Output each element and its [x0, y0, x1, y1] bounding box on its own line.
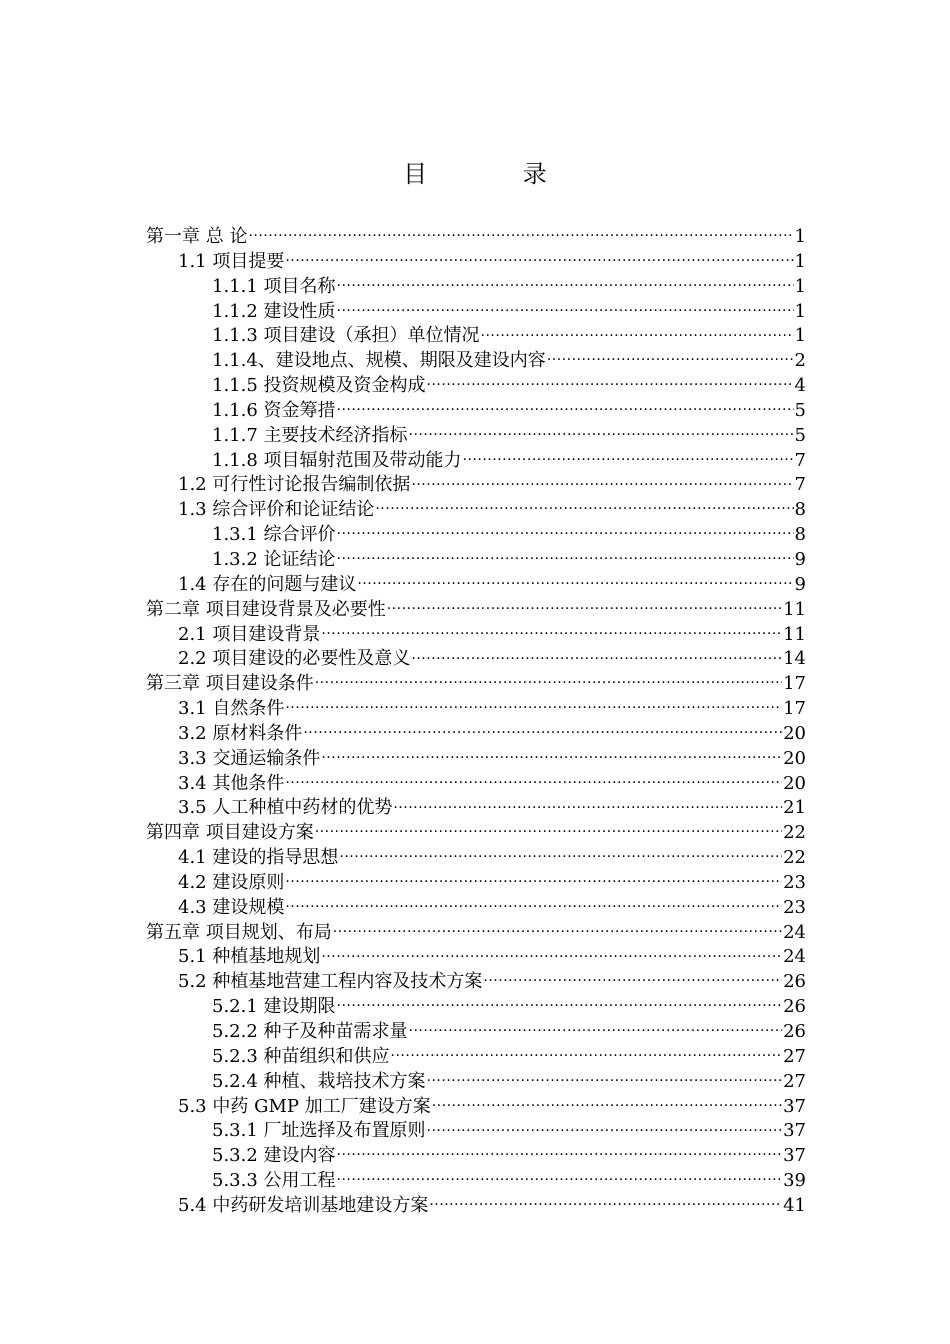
toc-entry[interactable] [146, 746, 806, 771]
toc-page-number: 9 [794, 573, 806, 595]
toc-entry[interactable] [146, 274, 806, 299]
toc-entry-text: 第二章 项目建设背景及必要性 [146, 598, 386, 620]
toc-entry-text: 1.4 存在的问题与建议 [178, 573, 357, 595]
toc-entry-text: 5.2.3 种苗组织和供应 [212, 1045, 390, 1067]
toc-page-number: 24 [783, 946, 806, 968]
toc-entry-text: 3.3 交通运输条件 [178, 747, 321, 769]
toc-entry-text: 1.1.5 投资规模及资金构成 [212, 375, 426, 397]
toc-entry-text: 4.3 建设规模 [178, 896, 285, 918]
dot-leader [387, 597, 782, 615]
dot-leader [391, 1044, 783, 1062]
dot-leader [337, 1143, 783, 1161]
toc-entry-text: 1.3.2 论证结论 [212, 548, 336, 570]
toc-entry[interactable] [146, 1193, 806, 1218]
dot-leader [337, 547, 794, 565]
toc-entry[interactable] [146, 522, 806, 547]
toc-page-number: 1 [794, 250, 806, 272]
toc-page-number: 7 [794, 474, 806, 496]
toc-entry-text: 1.1.1 项目名称 [212, 275, 336, 297]
toc-page-number: 14 [783, 648, 806, 670]
toc-page-number: 1 [794, 325, 806, 347]
toc-entry[interactable] [146, 1118, 806, 1143]
toc-page-number: 20 [783, 722, 806, 744]
dot-leader [285, 895, 782, 913]
toc-title: 目 录 [403, 160, 591, 188]
toc-entry[interactable] [146, 1069, 806, 1094]
toc-entry-text: 5.1 种植基地规划 [178, 946, 321, 968]
dot-leader [357, 572, 793, 590]
toc-entry-text: 第一章 总 论 [146, 226, 248, 247]
dot-leader [315, 820, 782, 838]
toc-entry[interactable] [146, 572, 806, 597]
dot-leader [315, 671, 782, 689]
table-of-contents [146, 224, 806, 1218]
toc-entry[interactable] [146, 646, 806, 671]
toc-entry-text: 1.1.8 项目辐射范围及带动能力 [212, 449, 462, 471]
toc-entry[interactable] [146, 795, 806, 820]
toc-entry[interactable] [146, 969, 806, 994]
toc-page-number: 24 [783, 921, 806, 943]
toc-entry-text: 3.2 原材料条件 [178, 722, 303, 744]
toc-entry-text: 1.3 综合评价和论证结论 [178, 499, 375, 521]
toc-entry[interactable] [146, 547, 806, 572]
toc-entry[interactable] [146, 423, 806, 448]
toc-entry[interactable] [146, 249, 806, 274]
toc-entry[interactable] [146, 373, 806, 398]
dot-leader [337, 398, 794, 416]
toc-page-number: 22 [783, 847, 806, 869]
toc-entry-text: 2.1 项目建设背景 [178, 623, 321, 645]
toc-entry[interactable] [146, 299, 806, 324]
toc-page-number: 17 [783, 673, 806, 695]
toc-page-number: 2 [794, 350, 806, 372]
toc-entry[interactable] [146, 597, 806, 622]
toc-entry[interactable] [146, 1143, 806, 1168]
dot-leader [409, 1019, 783, 1037]
toc-page-number: 1 [794, 226, 806, 247]
toc-page-number: 5 [794, 399, 806, 421]
toc-page-number: 37 [783, 1095, 806, 1117]
dot-leader [333, 920, 782, 938]
toc-page-number: 20 [783, 747, 806, 769]
toc-entry[interactable] [146, 721, 806, 746]
toc-page-number: 27 [783, 1045, 806, 1067]
toc-page-number: 9 [794, 548, 806, 570]
dot-leader [427, 1069, 783, 1087]
toc-entry-text: 1.1.4、建设地点、规模、期限及建设内容 [212, 350, 546, 372]
toc-page-number: 11 [783, 623, 806, 645]
toc-entry[interactable] [146, 944, 806, 969]
dot-leader [463, 448, 794, 466]
dot-leader [285, 771, 782, 789]
dot-leader [321, 746, 782, 764]
dot-leader [411, 472, 793, 490]
toc-entry-text: 第四章 项目建设方案 [146, 822, 314, 844]
toc-page-number: 20 [783, 772, 806, 794]
toc-page-number: 26 [783, 971, 806, 993]
dot-leader [427, 1118, 783, 1136]
toc-entry[interactable] [146, 870, 806, 895]
toc-page-number: 1 [794, 275, 806, 297]
toc-entry[interactable] [146, 920, 806, 945]
toc-entry[interactable] [146, 1168, 806, 1193]
toc-entry[interactable] [146, 224, 806, 249]
toc-page-number: 26 [783, 1021, 806, 1042]
toc-entry[interactable] [146, 845, 806, 870]
toc-page-number: 39 [783, 1170, 806, 1192]
toc-entry[interactable] [146, 348, 806, 373]
dot-leader [285, 870, 782, 888]
toc-entry-text: 1.1.6 资金筹措 [212, 399, 336, 421]
toc-page-number: 37 [783, 1145, 806, 1167]
dot-leader [429, 1193, 782, 1211]
dot-leader [337, 994, 783, 1012]
toc-entry-text: 5.3 中药 GMP 加工厂建设方案 [178, 1095, 431, 1117]
toc-entry-text: 1.1.7 主要技术经济指标 [212, 424, 408, 446]
toc-entry[interactable] [146, 398, 806, 423]
toc-entry[interactable] [146, 696, 806, 721]
toc-entry-text: 4.1 建设的指导思想 [178, 847, 339, 869]
toc-page-number: 8 [794, 524, 806, 546]
toc-page-number: 22 [783, 822, 806, 844]
toc-page-number: 11 [783, 598, 806, 620]
dot-leader [321, 622, 782, 640]
toc-entry[interactable] [146, 497, 806, 522]
toc-entry[interactable] [146, 448, 806, 473]
toc-entry-text: 5.2.2 种子及种苗需求量 [212, 1021, 408, 1042]
dot-leader [285, 696, 782, 714]
toc-entry[interactable] [146, 472, 806, 497]
toc-entry[interactable] [146, 820, 806, 845]
toc-entry[interactable] [146, 895, 806, 920]
toc-page-number: 4 [794, 375, 806, 397]
toc-entry[interactable] [146, 1019, 806, 1044]
toc-entry-text: 1.2 可行性讨论报告编制依据 [178, 474, 411, 496]
dot-leader [432, 1094, 782, 1112]
dot-leader [337, 274, 794, 292]
dot-leader [427, 373, 794, 391]
toc-page-number: 23 [783, 871, 806, 893]
toc-entry[interactable] [146, 1094, 806, 1119]
dot-leader [337, 522, 794, 540]
dot-leader [248, 224, 793, 242]
dot-leader [337, 1168, 783, 1186]
dot-leader [337, 299, 794, 317]
dot-leader [321, 944, 782, 962]
toc-entry-text: 5.2.4 种植、栽培技术方案 [212, 1070, 426, 1092]
dot-leader [547, 348, 794, 366]
toc-entry-text: 3.4 其他条件 [178, 772, 285, 794]
dot-leader [409, 423, 794, 441]
toc-entry-text: 2.2 项目建设的必要性及意义 [178, 648, 411, 670]
dot-leader [393, 795, 782, 813]
toc-entry[interactable] [146, 1044, 806, 1069]
toc-page-number: 17 [783, 698, 806, 720]
toc-entry-text: 5.3.3 公用工程 [212, 1170, 336, 1192]
dot-leader [411, 646, 782, 664]
toc-entry-text: 4.2 建设原则 [178, 871, 285, 893]
toc-page-number: 27 [783, 1070, 806, 1092]
toc-page-number: 26 [783, 996, 806, 1018]
toc-entry-text: 1.3.1 综合评价 [212, 524, 336, 546]
toc-page-number: 7 [794, 449, 806, 471]
toc-entry-text: 3.5 人工种植中药材的优势 [178, 797, 393, 819]
toc-entry-text: 5.2.1 建设期限 [212, 996, 336, 1018]
toc-entry[interactable] [146, 622, 806, 647]
toc-entry-text: 5.4 中药研发培训基地建设方案 [178, 1194, 429, 1216]
toc-page-number: 37 [783, 1120, 806, 1142]
toc-entry-text: 5.3.2 建设内容 [212, 1145, 336, 1167]
toc-entry-text: 3.1 自然条件 [178, 698, 285, 720]
toc-page-number: 8 [794, 499, 806, 521]
dot-leader [339, 845, 782, 863]
toc-entry[interactable] [146, 994, 806, 1019]
toc-entry-text: 5.2 种植基地营建工程内容及技术方案 [178, 971, 483, 993]
dot-leader [303, 721, 782, 739]
toc-page-number: 23 [783, 896, 806, 918]
dot-leader [375, 497, 793, 515]
toc-entry-text: 1.1 项目提要 [178, 250, 285, 272]
toc-entry[interactable] [146, 671, 806, 696]
dot-leader [481, 323, 794, 341]
toc-entry-text: 第三章 项目建设条件 [146, 673, 314, 695]
toc-entry-text: 1.1.2 建设性质 [212, 300, 336, 322]
toc-page-number: 5 [794, 424, 806, 446]
toc-page-number: 1 [794, 300, 806, 322]
toc-entry[interactable] [146, 771, 806, 796]
toc-page-number: 41 [783, 1194, 806, 1216]
toc-entry-text: 第五章 项目规划、布局 [146, 921, 332, 943]
dot-leader [285, 249, 793, 267]
toc-entry-text: 1.1.3 项目建设（承担）单位情况 [212, 325, 480, 347]
toc-entry-text: 5.3.1 厂址选择及布置原则 [212, 1120, 426, 1142]
dot-leader [483, 969, 782, 987]
toc-page-number: 21 [783, 797, 806, 819]
toc-entry[interactable] [146, 323, 806, 348]
